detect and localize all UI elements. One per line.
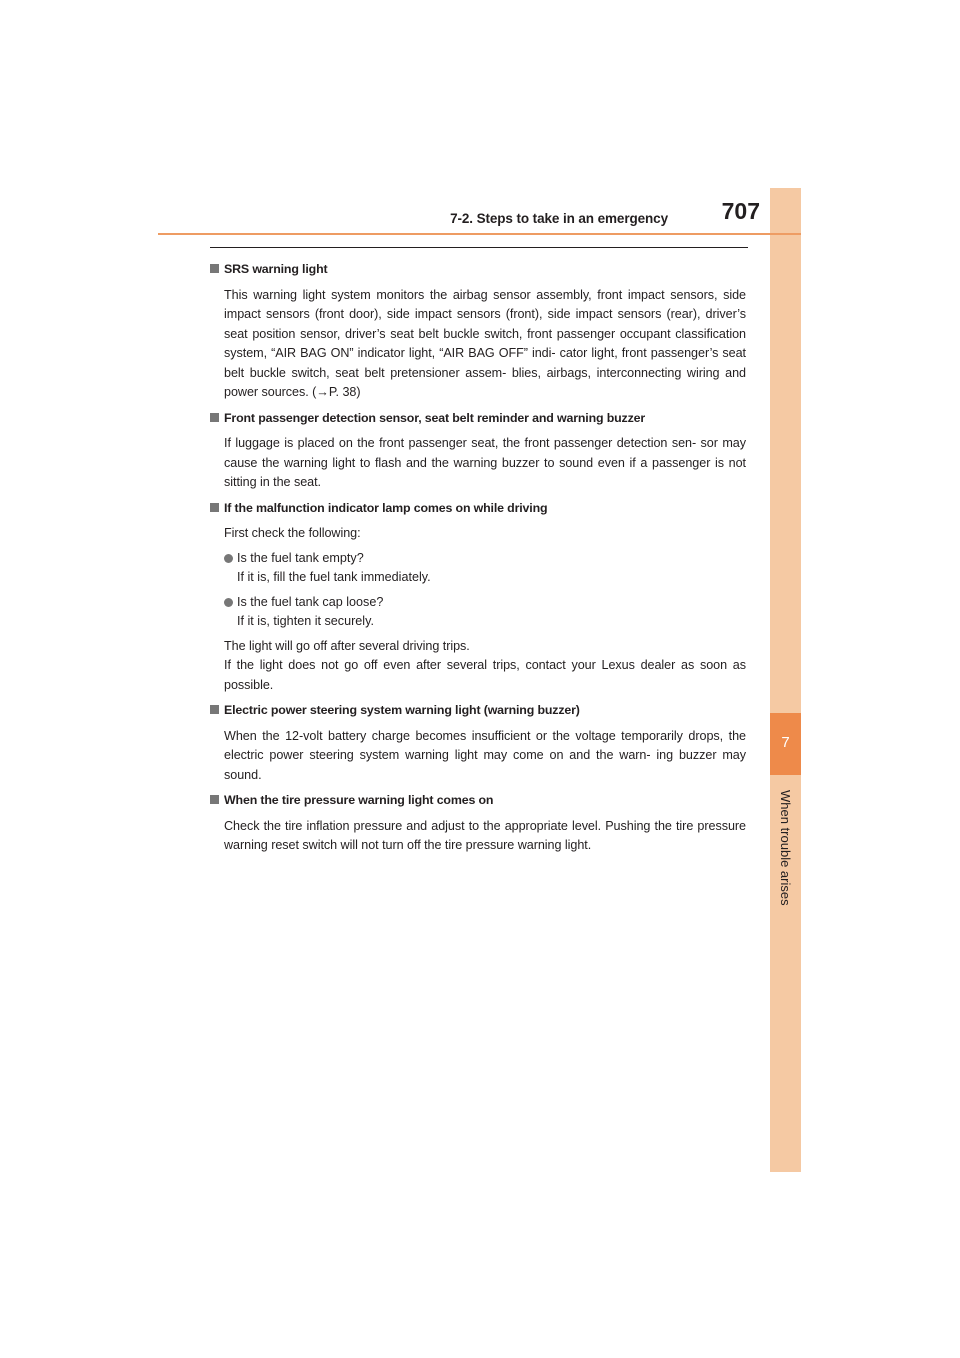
section-title: SRS warning light: [210, 260, 746, 280]
section-paragraph: When the 12-volt battery charge becomes insufficient or the voltage temporarily drops, the electric power steering system warning light may come on and the warn- ing buzzer may sound.: [224, 728, 746, 782]
section-srs-warning-light: [210, 260, 746, 403]
bullet-question: Is the fuel tank empty?: [237, 550, 364, 565]
content-top-rule: [210, 247, 748, 248]
square-bullet-icon: [210, 264, 219, 273]
square-bullet-icon: [210, 503, 219, 512]
page-number: 707: [721, 198, 760, 224]
round-bullet-icon: [224, 554, 233, 563]
section-title: Electric power steering system warning light (warning buzzer): [210, 701, 746, 721]
chapter-side-tab: [770, 188, 801, 1172]
bullet-answer: If it is, tighten it securely.: [237, 614, 374, 628]
outro-line: The light will go off after several driving trips.: [224, 638, 470, 653]
list-item: [224, 593, 746, 632]
section-tire-pressure-warning: [210, 791, 746, 856]
outro-line: If the light does not go off even after several trips, contact your Lexus dealer as soon as possible.: [224, 658, 746, 692]
chapter-title-vertical: When trouble arises: [778, 790, 793, 906]
header-rule: [158, 233, 801, 235]
section-front-passenger-detection: [210, 409, 746, 493]
square-bullet-icon: [210, 413, 219, 422]
round-bullet-icon: [224, 598, 233, 607]
section-title: Front passenger detection sensor, seat belt reminder and warning buzzer: [210, 409, 746, 429]
section-electric-power-steering: [210, 701, 746, 785]
section-heading: 7-2. Steps to take in an emergency: [450, 211, 668, 226]
page-content: [210, 260, 746, 862]
chapter-number-tab[interactable]: 7: [770, 713, 801, 775]
section-title: If the malfunction indicator lamp comes on while driving: [210, 499, 746, 519]
square-bullet-icon: [210, 795, 219, 804]
section-malfunction-indicator: [210, 499, 746, 696]
section-paragraph: If luggage is placed on the front passenger seat, the front passenger detection sen- sor may cause the warning light to flash and the warning buzzer to sound even if a passenger is not sitting in the seat.: [224, 436, 746, 489]
list-item: [224, 549, 746, 588]
section-paragraph: Check the tire inflation pressure and adjust to the appropriate level. Pushing the tire pressure warning reset switch will not turn off the tire pressure warning light.: [224, 818, 746, 852]
bullet-question: Is the fuel tank cap loose?: [237, 594, 384, 609]
section-intro: First check the following:: [224, 526, 361, 540]
section-paragraph: This warning light system monitors the airbag sensor assembly, front impact sensors, side impact sensors (front door), side impact sensors (front), side impact sensors (rear), driver’s seat position sensor, driver’s seat belt buckle switch, front passenger occupant classification system, “AIR BAG ON” indicator light, “AIR BAG OFF” indi- cator light, front passenger’s seat belt buckle switch, seat belt pretensioner assem- blies, airbags, interconnecting wiring and power sources. (→P. 38): [224, 287, 746, 399]
section-outro: [224, 637, 746, 696]
square-bullet-icon: [210, 705, 219, 714]
bullet-answer: If it is, fill the fuel tank immediately.: [237, 570, 431, 584]
section-title: When the tire pressure warning light comes on: [210, 791, 746, 811]
